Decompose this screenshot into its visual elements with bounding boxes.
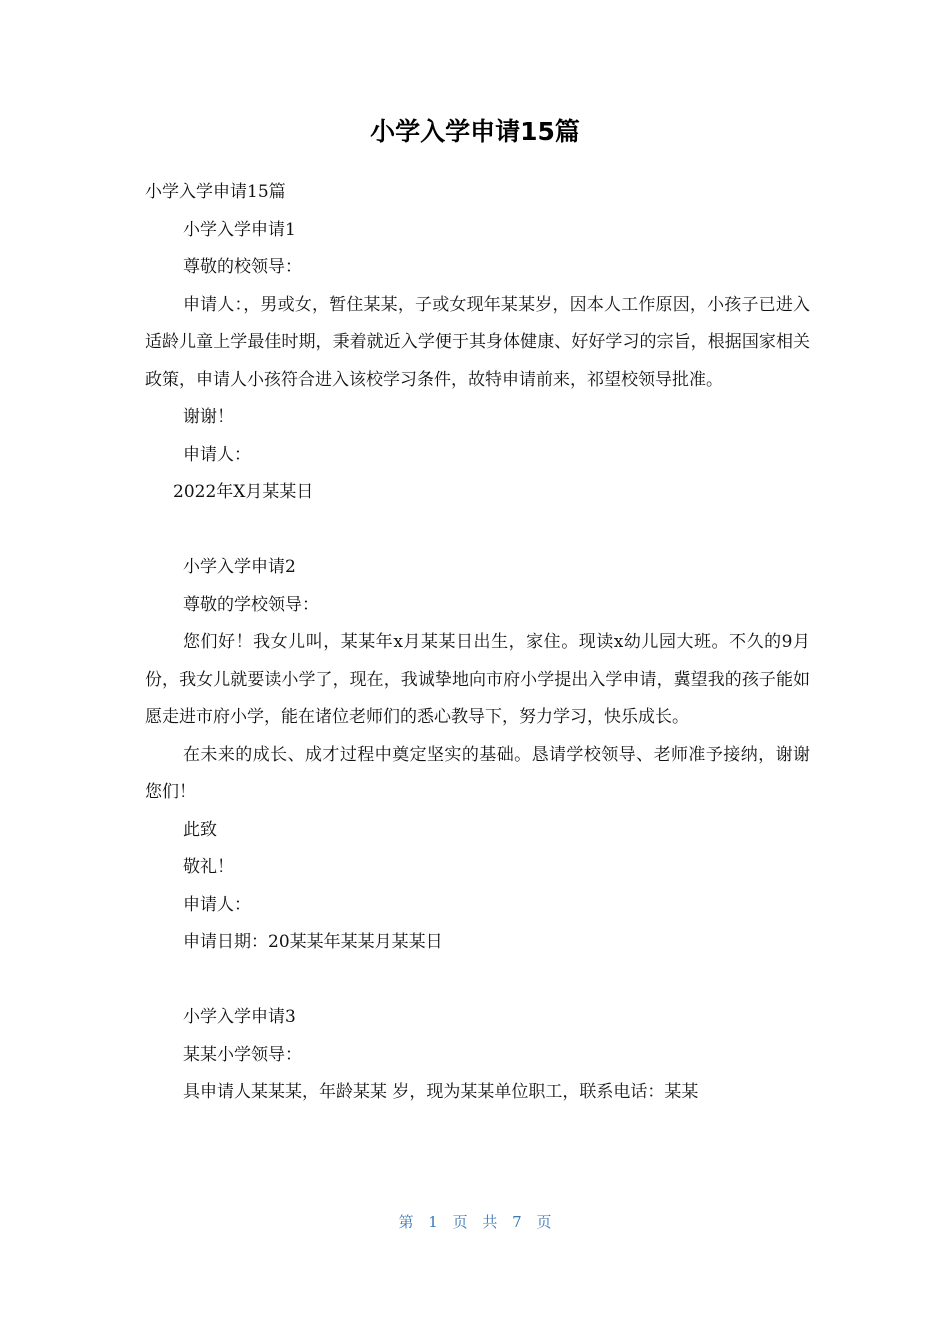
page-number-footer: 第 1 页 共 7 页 xyxy=(398,1213,552,1231)
paragraph: 小学入学申请2 xyxy=(183,557,296,577)
document-body xyxy=(145,174,810,1112)
paragraph: 申请人：，男或女，暂住某某，子或女现年某某岁，因本人工作原因，小孩子已进入适龄儿童上学最佳时期，秉着就近入学便于其身体健康、好好学习的宗旨，根据国家相关政策，申请人小孩符合进入该校学习条件，故特申请前来，祁望校领导批准。 xyxy=(145,294,810,390)
paragraph: 敬礼！ xyxy=(183,857,234,877)
paragraph: 2022年X月某某日 xyxy=(173,482,314,502)
paragraph: 在未来的成长、成才过程中奠定坚实的基础。恳请学校领导、老师准予接纳，谢谢您们！ xyxy=(145,744,810,802)
paragraph: 您们好！我女儿叫，某某年x月某某日出生，家住。现读x幼儿园大班。不久的9月份，我女儿就要读小学了，现在，我诚挚地向市府小学提出入学申请，冀望我的孩子能如愿走进市府小学，能在诸位老师们的悉心教导下，努力学习，快乐成长。 xyxy=(145,632,810,727)
paragraph: 尊敬的学校领导： xyxy=(183,594,319,615)
paragraph: 具申请人某某某，年龄某某 岁，现为某某单位职工，联系电话：某某 xyxy=(183,1082,699,1102)
paragraph: 小学入学申请3 xyxy=(183,1007,296,1027)
paragraph: 小学入学申请15篇 xyxy=(145,182,286,202)
paragraph: 申请日期：20某某年某某月某某日 xyxy=(183,932,443,952)
document-title: 小学入学申请15篇 xyxy=(370,117,580,146)
paragraph: 某某小学领导： xyxy=(183,1044,302,1065)
paragraph: 谢谢！ xyxy=(183,407,234,427)
paragraph: 申请人： xyxy=(183,894,251,915)
paragraph-spacer xyxy=(145,962,810,1000)
paragraph: 尊敬的校领导： xyxy=(183,257,302,277)
paragraph-spacer xyxy=(145,512,810,550)
paragraph: 小学入学申请1 xyxy=(183,219,296,240)
paragraph: 申请人： xyxy=(183,444,251,465)
paragraph: 此致 xyxy=(183,819,217,840)
